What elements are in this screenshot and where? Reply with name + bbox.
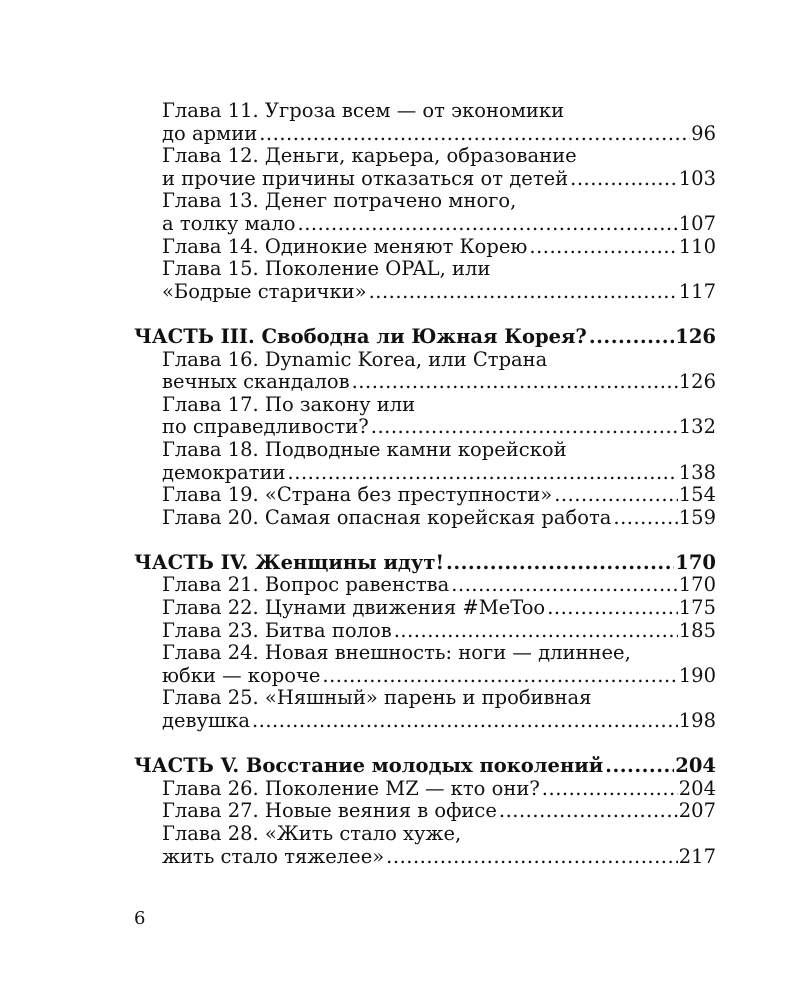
toc-line: [134, 597, 716, 620]
section-gap: [134, 733, 716, 756]
page-ref: 107: [678, 211, 716, 235]
page-ref: 154: [678, 483, 716, 507]
chapter-title: Глава 12. Деньги, карьера, образование: [162, 144, 577, 168]
dot-leader: [570, 168, 678, 191]
toc-line: [134, 665, 716, 688]
toc-line: [134, 190, 716, 213]
dot-leader: [352, 371, 678, 394]
page-ref: 138: [678, 460, 716, 484]
chapter-title: демократии: [162, 460, 286, 484]
chapter-entry: [134, 258, 716, 303]
dot-leader: [529, 236, 677, 259]
page-number: 6: [134, 908, 146, 929]
toc-line: [134, 507, 716, 530]
toc-line: [134, 846, 716, 869]
chapter-entry: [134, 642, 716, 687]
chapter-title: по справедливости?: [162, 415, 369, 439]
chapter-entry: [134, 145, 716, 190]
chapter-title: Глава 23. Битва полов: [162, 618, 392, 642]
section-gap: [134, 303, 716, 326]
dot-leader: [446, 552, 674, 575]
page-ref: 190: [678, 663, 716, 687]
chapter-title: жить стало тяжелее»: [162, 844, 385, 868]
toc-line: [134, 778, 716, 801]
chapter-title: Глава 20. Самая опасная корейская работа: [162, 505, 612, 529]
table-of-contents: [134, 100, 716, 868]
toc-line: [134, 552, 716, 575]
toc-line: [134, 416, 716, 439]
page-ref: 96: [691, 121, 716, 145]
dot-leader: [298, 213, 678, 236]
chapter-entry: [134, 800, 716, 823]
toc-line: [134, 574, 716, 597]
part-heading-entry: [134, 755, 716, 778]
chapter-title: Глава 28. «Жить стало хуже,: [162, 822, 462, 845]
page-ref: 204: [675, 754, 716, 778]
toc-line: [134, 710, 716, 733]
page-ref: 170: [678, 573, 716, 597]
dot-leader: [259, 123, 690, 146]
toc-line: [134, 213, 716, 236]
chapter-entry: [134, 394, 716, 439]
page-ref: 170: [675, 550, 716, 574]
toc-line: [134, 687, 716, 710]
toc-line: [134, 755, 716, 778]
chapter-title: Глава 27. Новые веяния в офисе: [162, 799, 497, 823]
dot-leader: [605, 755, 674, 778]
chapter-entry: [134, 190, 716, 235]
toc-line: [134, 439, 716, 462]
chapter-title: девушка: [162, 709, 250, 733]
toc-line: [134, 100, 716, 123]
page-ref: 103: [678, 166, 716, 190]
chapter-title: юбки — короче: [162, 663, 321, 687]
dot-leader: [499, 800, 678, 823]
toc-line: [134, 349, 716, 372]
chapter-title: Глава 26. Поколение MZ — кто они?: [162, 776, 540, 800]
page-ref: 159: [678, 505, 716, 529]
dot-leader: [369, 281, 678, 304]
dot-leader: [451, 574, 677, 597]
chapter-entry: [134, 687, 716, 732]
toc-line: [134, 123, 716, 146]
chapter-title: Глава 25. «Няшный» парень и пробивная: [162, 686, 592, 710]
chapter-title: Глава 13. Денег потрачено много,: [162, 189, 517, 213]
toc-line: [134, 145, 716, 168]
chapter-entry: [134, 236, 716, 259]
dot-leader: [394, 620, 678, 643]
part-heading-entry: [134, 326, 716, 349]
page-ref: 110: [678, 234, 716, 258]
chapter-entry: [134, 349, 716, 394]
toc-line: [134, 462, 716, 485]
dot-leader: [288, 462, 678, 485]
page-ref: 198: [678, 709, 716, 733]
page-ref: 204: [678, 776, 716, 800]
part-title: ЧАСТЬ IV. Женщины идут!: [134, 550, 445, 574]
page-ref: 117: [678, 279, 716, 303]
toc-line: [134, 800, 716, 823]
chapter-entry: [134, 439, 716, 484]
section-gap: [134, 529, 716, 552]
chapter-title: вечных скандалов: [162, 370, 350, 394]
dot-leader: [589, 326, 674, 349]
part-title: ЧАСТЬ V. Восстание молодых поколений: [134, 754, 604, 778]
chapter-entry: [134, 778, 716, 801]
page-ref: 132: [678, 415, 716, 439]
page-ref: 126: [675, 324, 716, 348]
chapter-entry: [134, 620, 716, 643]
dot-leader: [613, 507, 677, 530]
toc-line: [134, 394, 716, 417]
chapter-title: Глава 16. Dynamic Korea, или Страна: [162, 347, 548, 371]
chapter-title: Глава 17. По закону или: [162, 392, 416, 416]
dot-leader: [542, 778, 678, 801]
dot-leader: [386, 846, 678, 869]
chapter-entry: [134, 823, 716, 868]
page-ref: 175: [678, 596, 716, 620]
dot-leader: [252, 710, 678, 733]
chapter-title: Глава 15. Поколение OPAL, или: [162, 257, 491, 281]
chapter-entry: [134, 484, 716, 507]
chapter-entry: [134, 574, 716, 597]
part-title: ЧАСТЬ III. Свободна ли Южная Корея?: [134, 324, 587, 348]
toc-line: [134, 823, 716, 846]
chapter-title: Глава 18. Подводные камни корейской: [162, 437, 567, 461]
chapter-entry: [134, 100, 716, 145]
toc-line: [134, 236, 716, 259]
part-heading-entry: [134, 552, 716, 575]
toc-line: [134, 168, 716, 191]
toc-line: [134, 371, 716, 394]
dot-leader: [554, 484, 678, 507]
chapter-title: Глава 11. Угроза всем — от экономики: [162, 99, 565, 122]
chapter-entry: [134, 597, 716, 620]
chapter-title: Глава 19. «Страна без преступности»: [162, 483, 553, 507]
page-ref: 207: [678, 799, 716, 823]
chapter-title: а толку мало: [162, 211, 296, 235]
chapter-title: Глава 22. Цунами движения #MeToo: [162, 596, 546, 620]
toc-line: [134, 326, 716, 349]
page-ref: 217: [678, 844, 716, 868]
toc-line: [134, 258, 716, 281]
page-ref: 185: [678, 618, 716, 642]
chapter-title: Глава 24. Новая внешность: ноги — длиннее,: [162, 641, 631, 665]
dot-leader: [371, 416, 678, 439]
chapter-title: Глава 21. Вопрос равенства: [162, 573, 450, 597]
chapter-title: и прочие причины отказаться от детей: [162, 166, 569, 190]
dot-leader: [547, 597, 678, 620]
chapter-title: «Бодрые старички»: [162, 279, 367, 303]
toc-line: [134, 642, 716, 665]
toc-line: [134, 484, 716, 507]
toc-line: [134, 281, 716, 304]
dot-leader: [322, 665, 677, 688]
chapter-title: до армии: [162, 121, 258, 145]
toc-line: [134, 620, 716, 643]
page-ref: 126: [678, 370, 716, 394]
chapter-entry: [134, 507, 716, 530]
chapter-title: Глава 14. Одинокие меняют Корею: [162, 234, 528, 258]
